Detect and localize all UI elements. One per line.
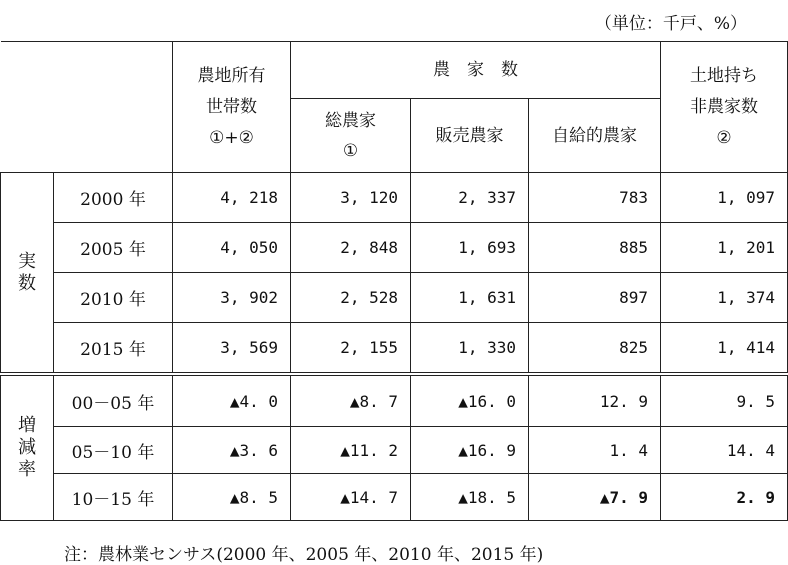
cell-value: ▲3. 6 — [173, 427, 291, 474]
cell-value: 3, 569 — [173, 323, 291, 375]
cell-value: ▲14. 7 — [291, 474, 411, 521]
cell-value: 1, 330 — [411, 323, 529, 375]
cell-value: 897 — [529, 273, 661, 323]
cell-value: 825 — [529, 323, 661, 375]
cell-value: 3, 902 — [173, 273, 291, 323]
header-landowner-line2: 世帯数 — [206, 96, 257, 117]
group-actual-char2: 数 — [18, 272, 36, 294]
cell-value: ▲16. 0 — [411, 374, 529, 427]
cell-value: ▲11. 2 — [291, 427, 411, 474]
header-total-line1: 総農家 — [325, 110, 376, 131]
cell-value: 4, 218 — [173, 173, 291, 223]
cell-value: ▲18. 5 — [411, 474, 529, 521]
cell-value: 783 — [529, 173, 661, 223]
header-subsistence-farms: 自給的農家 — [529, 99, 661, 173]
header-nonfarm-landowners — [661, 42, 788, 173]
group-change-char2: 減 — [18, 437, 36, 458]
cell-value: 4, 050 — [173, 223, 291, 273]
cell-value: 2, 337 — [411, 173, 529, 223]
header-landowner-line3: ①+② — [209, 127, 254, 148]
farm-household-table — [0, 41, 788, 521]
header-total-farms — [291, 99, 411, 173]
group-change-rate — [1, 374, 54, 521]
source-note: 注：農林業センサス(2000 年、2005 年、2010 年、2015 年) — [64, 545, 544, 565]
group-actual — [1, 173, 54, 375]
header-nonfarm-line3: ② — [716, 127, 732, 148]
row-label: 00－05 年 — [54, 374, 173, 427]
cell-value: 3, 120 — [291, 173, 411, 223]
cell-value: 1, 097 — [661, 173, 788, 223]
cell-value: 1, 201 — [661, 223, 788, 273]
row-label: 2005 年 — [54, 223, 173, 273]
cell-value: 1, 414 — [661, 323, 788, 375]
header-landowner-households — [173, 42, 291, 173]
header-total-line2: ① — [342, 140, 359, 161]
cell-value: ▲8. 7 — [291, 374, 411, 427]
unit-label: （単位：千戸、%） — [594, 14, 747, 34]
header-farm-households: 農 家 数 — [291, 42, 661, 99]
header-nonfarm-line2: 非農家数 — [690, 96, 759, 117]
cell-value: 2, 155 — [291, 323, 411, 375]
row-label: 05－10 年 — [54, 427, 173, 474]
cell-value: 2, 528 — [291, 273, 411, 323]
row-label: 10－15 年 — [54, 474, 173, 521]
row-label: 2000 年 — [54, 173, 173, 223]
group-actual-char1: 実 — [18, 250, 36, 272]
header-blank — [1, 42, 173, 173]
cell-value: ▲8. 5 — [173, 474, 291, 521]
cell-value: ▲16. 9 — [411, 427, 529, 474]
cell-value: 2, 848 — [291, 223, 411, 273]
cell-value: 885 — [529, 223, 661, 273]
cell-value: 1. 4 — [529, 427, 661, 474]
cell-value: ▲4. 0 — [173, 374, 291, 427]
group-change-char3: 率 — [18, 459, 36, 480]
cell-value: 1, 374 — [661, 273, 788, 323]
header-commercial-farms: 販売農家 — [411, 99, 529, 173]
group-change-char1: 増 — [18, 415, 36, 436]
header-nonfarm-line1: 土地持ち — [690, 65, 759, 86]
row-label: 2010 年 — [54, 273, 173, 323]
cell-value: 9. 5 — [661, 374, 788, 427]
header-landowner-line1: 農地所有 — [197, 65, 266, 86]
cell-value: 1, 693 — [411, 223, 529, 273]
cell-value: ▲7. 9 — [529, 474, 661, 521]
row-label: 2015 年 — [54, 323, 173, 375]
cell-value: 1, 631 — [411, 273, 529, 323]
cell-value: 2. 9 — [661, 474, 788, 521]
cell-value: 14. 4 — [661, 427, 788, 474]
cell-value: 12. 9 — [529, 374, 661, 427]
